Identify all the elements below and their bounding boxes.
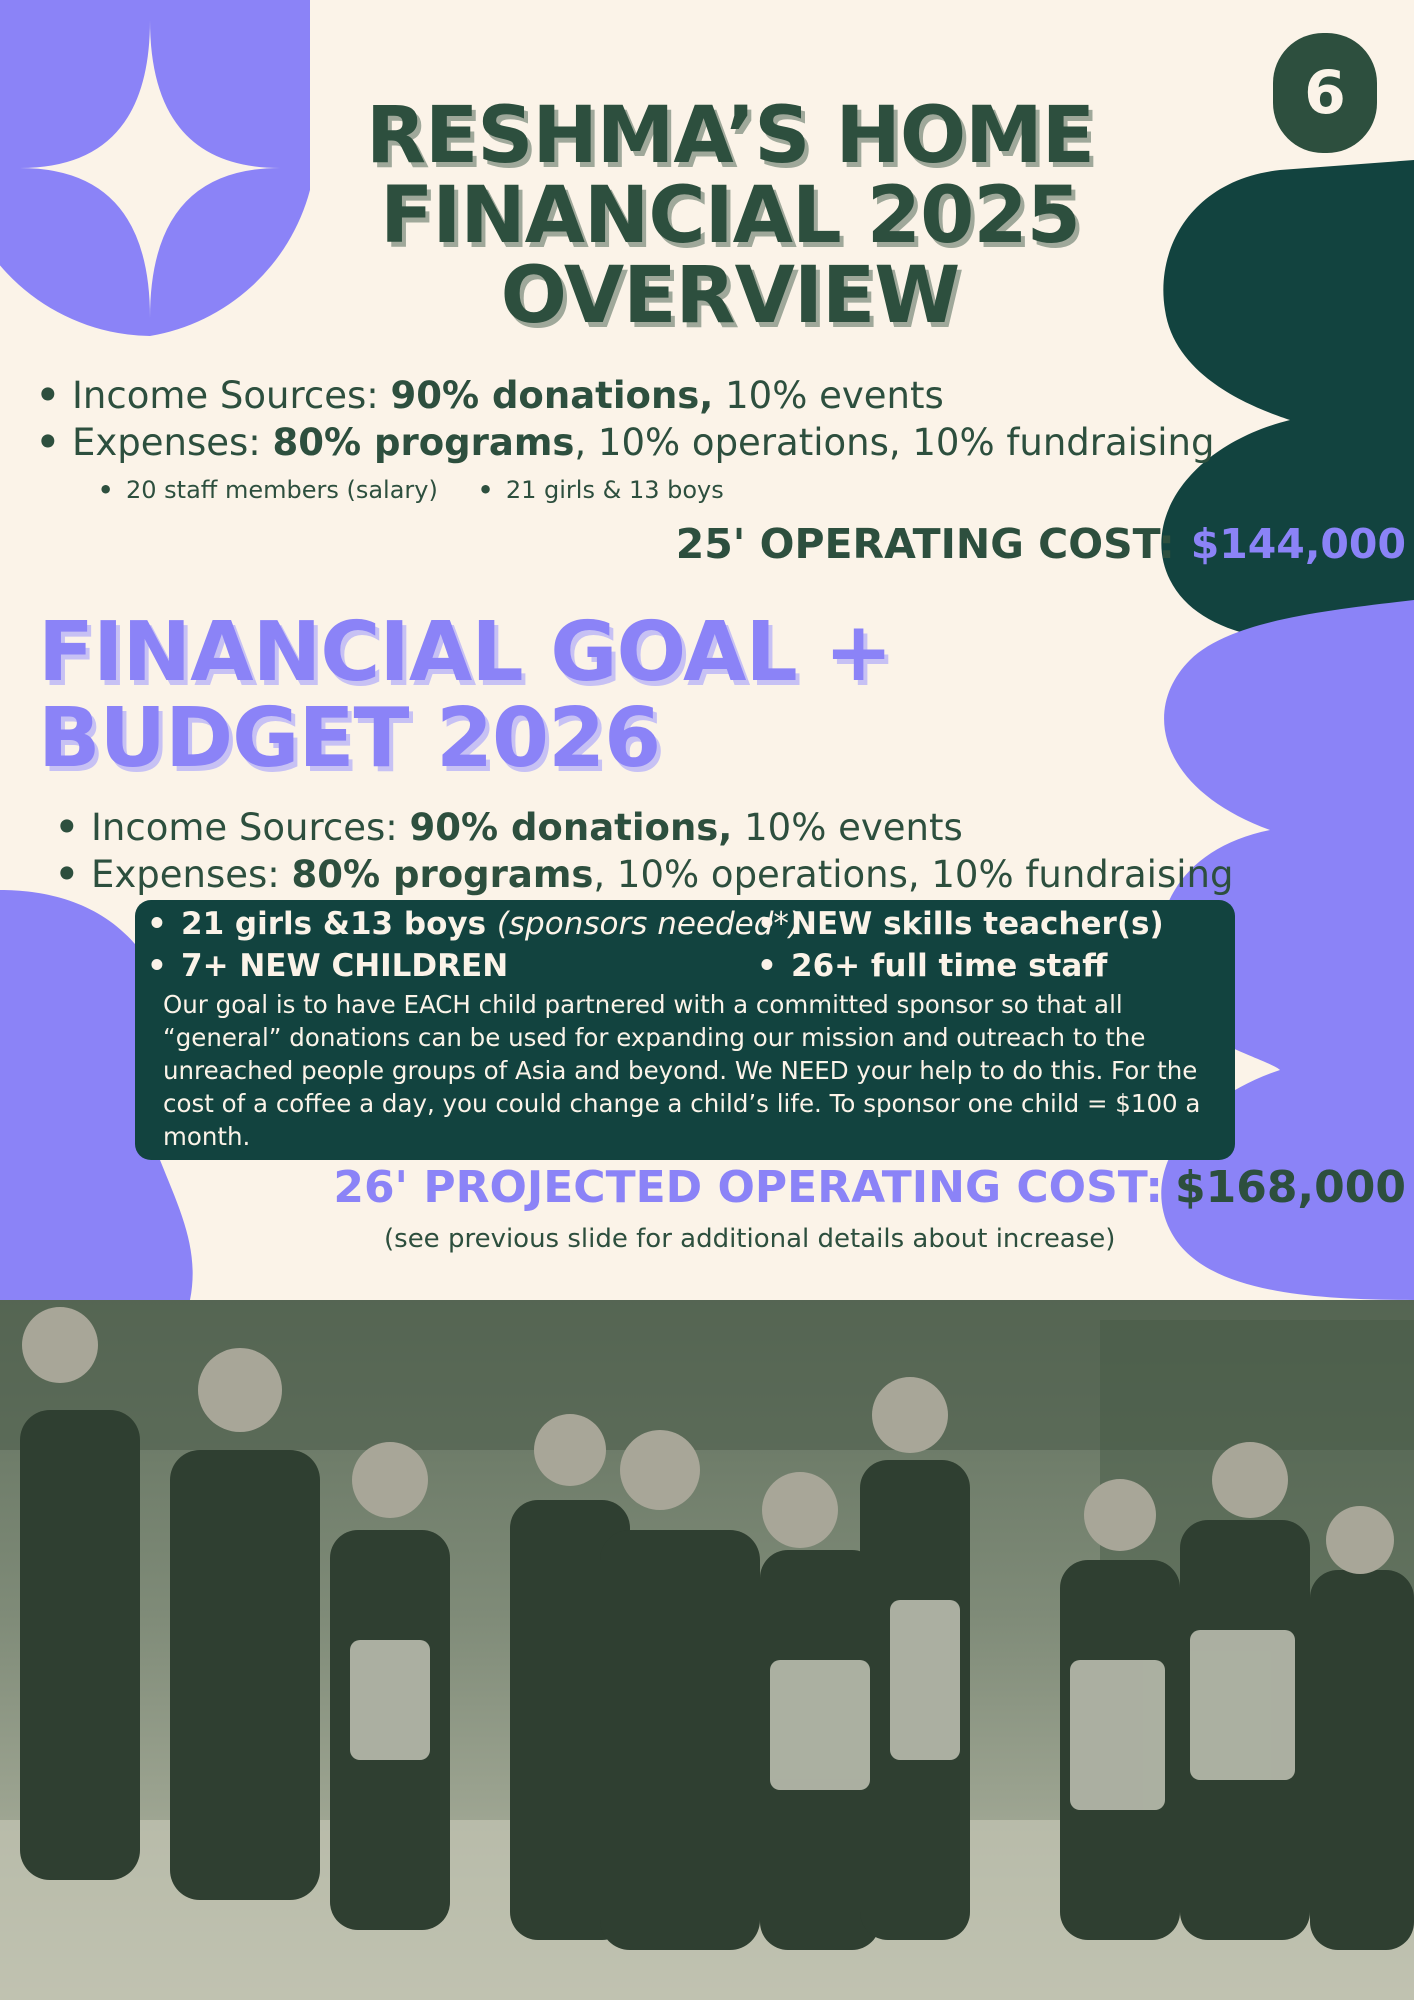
overview-2025-title xyxy=(300,91,1160,341)
staff-sub-item: • 20 staff members (salary) xyxy=(96,476,438,504)
overview-2025-sub-items xyxy=(96,476,762,504)
income-highlight: 90% donations, xyxy=(390,374,714,417)
expenses-rest: , 10% operations, 10% fundraising xyxy=(574,421,1215,464)
goal-item-text: 21 girls &13 boys xyxy=(181,906,497,942)
cost-value: $144,000 xyxy=(1190,520,1406,568)
cost-label: 26' PROJECTED OPERATING COST: xyxy=(333,1162,1163,1213)
expenses-highlight: 80% programs xyxy=(272,421,575,464)
title-line: BUDGET 2026 xyxy=(38,691,661,786)
income-highlight: 90% donations, xyxy=(409,806,733,849)
expenses-rest: , 10% operations, 10% fundraising xyxy=(593,853,1234,896)
sparkle-shape xyxy=(0,0,310,336)
expenses-item xyxy=(53,851,1233,898)
goal-row xyxy=(135,948,1235,990)
overview-2025-bullets xyxy=(34,372,1214,466)
operating-cost-2026 xyxy=(333,1162,1406,1213)
income-rest: 10% events xyxy=(732,806,963,849)
title-line: OVERVIEW xyxy=(500,251,960,341)
goal-details-box xyxy=(135,900,1235,1160)
cost-label: 25' OPERATING COST: xyxy=(675,520,1175,568)
income-label: Income Sources: xyxy=(91,806,410,849)
title-line: RESHMA’S HOME xyxy=(365,91,1095,181)
goal-item-children xyxy=(147,906,801,942)
income-rest: 10% events xyxy=(713,374,944,417)
goal-row xyxy=(135,906,1235,948)
sponsorship-paragraph: Our goal is to have EACH child partnered with a committed sponsor so that all “general” donations can be used for expanding our mission and outreach to the unreached people groups of Asia and beyond. We NEED your help to do this. For the cost of a coffee a day, you could change a child’s life. To sponsor one child = $100 a month. xyxy=(163,990,1201,1151)
goal-item-new-children: • 7+ NEW CHILDREN xyxy=(147,948,508,984)
goal-items xyxy=(135,906,1235,990)
title-line: FINANCIAL 2025 xyxy=(380,171,1080,261)
children-photo xyxy=(0,1300,1414,2000)
expenses-item xyxy=(34,419,1214,466)
income-sources-item xyxy=(34,372,1214,419)
page-number-badge: 6 xyxy=(1273,33,1377,153)
goal-2026-bullets xyxy=(53,804,1233,898)
goal-item-teacher: • NEW skills teacher(s) xyxy=(757,906,1164,942)
expenses-label: Expenses: xyxy=(91,853,292,896)
expenses-highlight: 80% programs xyxy=(291,853,594,896)
title-line: FINANCIAL GOAL + xyxy=(38,605,892,700)
sponsors-note: (sponsors needed*) xyxy=(496,906,802,942)
operating-cost-2025 xyxy=(676,520,1406,568)
cost-increase-note: (see previous slide for additional details about increase) xyxy=(384,1224,1116,1254)
goal-item-staff: • 26+ full time staff xyxy=(757,948,1107,984)
children-sub-item: • 21 girls & 13 boys xyxy=(476,476,724,504)
income-label: Income Sources: xyxy=(72,374,391,417)
goal-2026-title xyxy=(38,605,892,786)
income-sources-item xyxy=(53,804,1233,851)
expenses-label: Expenses: xyxy=(72,421,273,464)
cost-value: $168,000 xyxy=(1174,1162,1406,1213)
